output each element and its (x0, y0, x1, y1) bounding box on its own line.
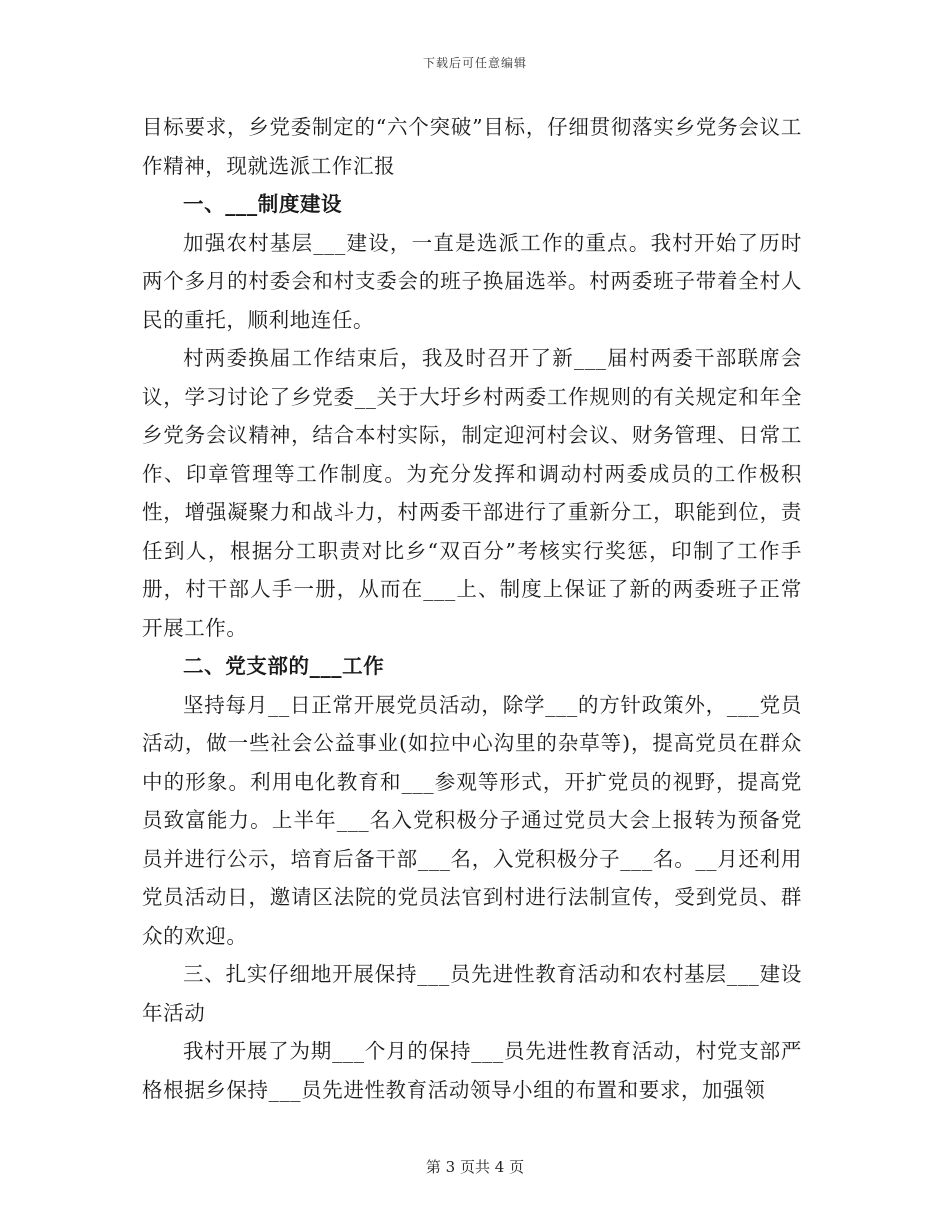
section-heading-3: 三、扎实仔细地开展保持___员先进性教育活动和农村基层___建设年活动 (142, 962, 802, 1025)
document-body (142, 108, 802, 1109)
paragraph-2: 村两委换届工作结束后，我及时召开了新___届村两委干部联席会议，学习讨论了乡党委__关于大圩乡村两委工作规则的有关规定和年全乡党务会议精神，结合本村实际，制定迎河村会议、财务管理、日常工作、印章管理等工作制度。为充分发挥和调动村两委成员的工作极积性，增强凝聚力和战斗力，村两委干部进行了重新分工，职能到位，责任到人，根据分工职责对比乡“双百分”考核实行奖惩，印制了工作手册，村干部人手一册，从而在___上、制度上保证了新的两委班子正常开展工作。 (142, 346, 802, 640)
paragraph-3: 坚持每月__日正常开展党员活动，除学___的方针政策外，___党员活动，做一些社会公益事业(如拉中心沟里的杂草等)，提高党员在群众中的形象。利用电化教育和___参观等形式，开扩党员的视野，提高党员致富能力。上半年___名入党积极分子通过党员大会上报转为预备党员并进行公示，培育后备干部___名，入党积极分子___名。__月还利用党员活动日，邀请区法院的党员法官到村进行法制宣传，受到党员、群众的欢迎。 (142, 692, 802, 948)
section-heading-1: 一、___制度建设 (183, 192, 343, 216)
paragraph-1: 加强农村基层___建设，一直是选派工作的重点。我村开始了历时两个多月的村委会和村支委会的班子换届选举。村两委班子带着全村人民的重托，顺利地连任。 (142, 230, 802, 332)
page-footer-number: 第 3 页共 4 页 (425, 1158, 525, 1176)
page-header-note: 下载后可任意编辑 (422, 56, 527, 70)
paragraph-intro: 目标要求，乡党委制定的“六个突破”目标，仔细贯彻落实乡党务会议工作精神，现就选派工作汇报 (142, 115, 802, 178)
paragraph-4: 我村开展了为期___个月的保持___员先进性教育活动，村党支部严格根据乡保持___员先进性教育活动领导小组的布置和要求，加强领 (142, 1039, 802, 1102)
section-heading-2: 二、党支部的___工作 (183, 654, 385, 678)
